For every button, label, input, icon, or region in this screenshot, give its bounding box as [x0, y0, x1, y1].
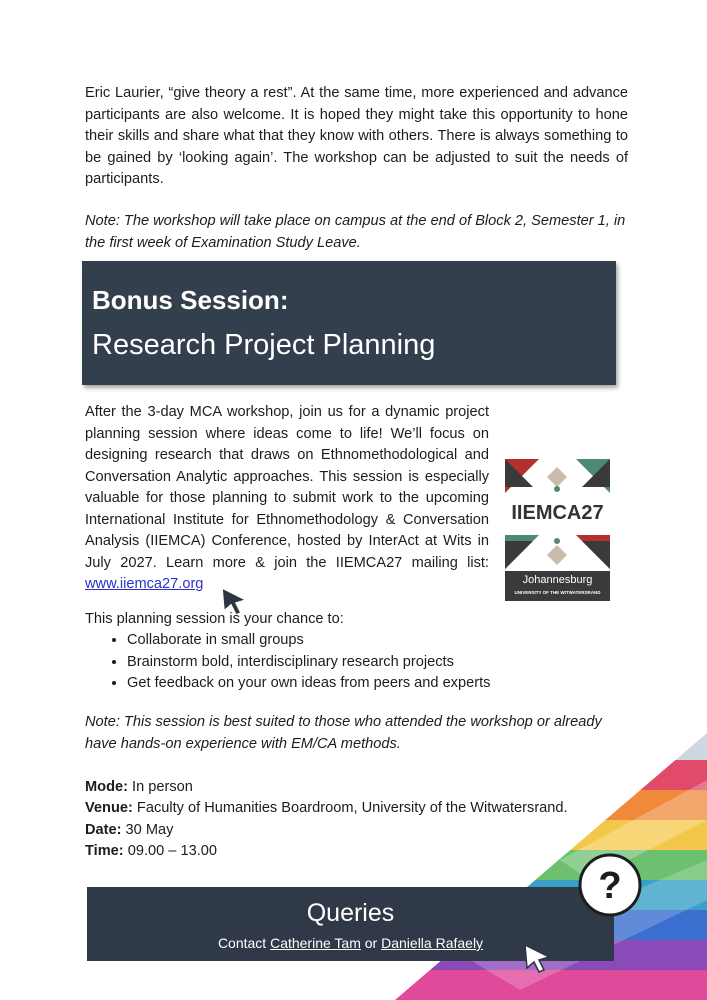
iiemca27-logo: [505, 459, 610, 601]
body-paragraph: [85, 402, 489, 596]
bonus-session-banner: [82, 261, 616, 385]
contact-link-daniella[interactable]: Daniella Rafaely: [381, 935, 484, 951]
body-text: After the 3-day MCA workshop, join us for a dynamic project planning session where ideas come to life! We’ll focus on designing research that draws on Ethnomethodological and Conversation Analytic approaches. This session is especially valuable for those planning to submit work to the upcoming International Institute for Ethnomethodology & Conversation Analysis (IIEMCA) Conference, hosted by InterAct at Wits in July 2027. Learn more & join the IIEMCA27 mailing list:: [85, 404, 489, 571]
list-item: • Get feedback on your own ideas from peers and experts: [127, 673, 490, 695]
mode-row: Mode: In person: [85, 779, 193, 795]
workshop-note: [85, 211, 628, 254]
banner-subtitle: Research Project Planning: [92, 329, 436, 361]
logo-university: UNIVERSITY OF THE WITWATERSRAND: [514, 590, 601, 595]
note-text: : The workshop will take place on campus at the end of Block 2, Semester 1, in the first week of Examination Study Leave.: [85, 213, 626, 251]
date-row: Date: 30 May: [85, 821, 174, 838]
planning-lead: This planning session is your chance to:: [85, 611, 344, 627]
note-text: : This session is best suited to those who attended the workshop or already have hands-on experience with EM/CA methods.: [85, 714, 602, 752]
svg-text:?: ?: [598, 865, 622, 907]
session-note: [85, 712, 628, 755]
list-item: • Collaborate in small groups: [127, 630, 490, 652]
session-details: [85, 777, 568, 863]
planning-list: [85, 630, 490, 695]
logo-city: Johannesburg: [522, 574, 593, 586]
note-label: Note: [85, 213, 116, 229]
intro-paragraph: Eric Laurier, “give theory a rest”. At the same time, more experienced and advance participants are also welcome. It is hoped they might take this opportunity to hone their skills and share what that they know with others. There is always something to be gained by ‘looking again’. The workshop can be adjusted to suit the needs of participants.: [85, 85, 628, 187]
question-mark-icon: [577, 852, 643, 918]
cursor-arrow-icon: [523, 943, 553, 975]
contact-link-catherine[interactable]: Catherine Tam: [270, 935, 361, 951]
banner-title: Bonus Session:: [92, 285, 289, 315]
note-label: Note: [85, 714, 116, 730]
iiemca-link[interactable]: www.iiemca27.org: [85, 576, 204, 592]
queries-contact: Contact Catherine Tam or Daniella Rafaely: [217, 935, 484, 951]
list-item: • Brainstorm bold, interdisciplinary research projects: [127, 652, 490, 674]
queries-title: Queries: [306, 899, 395, 927]
time-row: Time: 09.00 – 13.00: [85, 843, 217, 860]
venue-row: Venue: Faculty of Humanities Boardroom, University of the Witwatersrand.: [85, 800, 568, 817]
logo-name: IIEMCA27: [511, 502, 604, 524]
